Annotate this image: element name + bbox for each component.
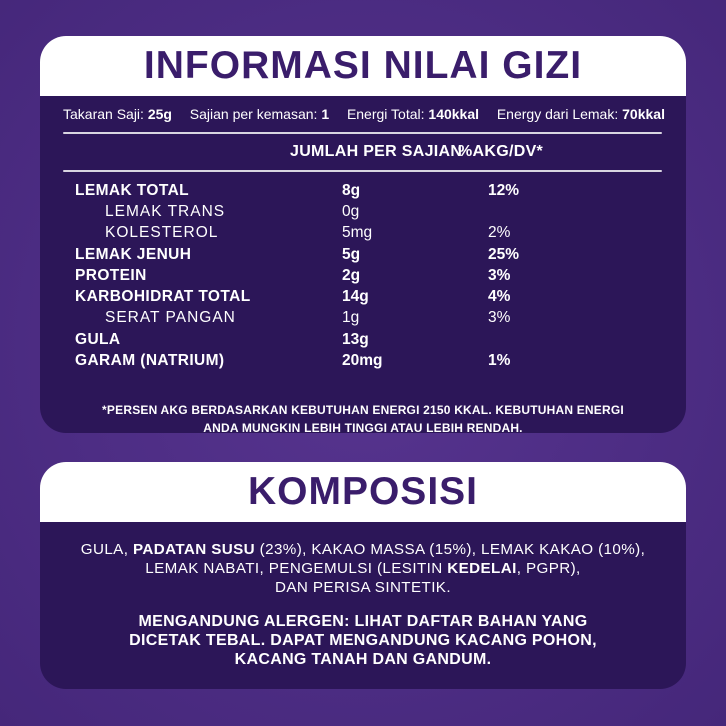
serving-info-row bbox=[63, 105, 665, 123]
ingredient-segment: PADATAN SUSU bbox=[132, 541, 256, 558]
serving-info-label: Sajian per kemasan: bbox=[189, 106, 322, 122]
nutrient-amount: 20mg bbox=[342, 352, 383, 370]
nutrient-name: PROTEIN bbox=[75, 266, 147, 284]
serving-info-label: Energy dari Lemak: bbox=[496, 106, 623, 122]
ingredient-segment: KEDELAI bbox=[447, 560, 517, 577]
nutrition-panel-header bbox=[40, 36, 686, 96]
akg-footnote bbox=[60, 401, 666, 433]
serving-info-item bbox=[190, 106, 329, 122]
nutrient-daily-value: 3% bbox=[488, 266, 511, 284]
nutrient-amount: 2g bbox=[342, 266, 361, 284]
nutrient-name: LEMAK TRANS bbox=[105, 202, 226, 220]
nutrient-row bbox=[40, 265, 686, 286]
nutrient-daily-value: 12% bbox=[488, 181, 520, 199]
serving-info-label: Energi Total: bbox=[346, 106, 429, 122]
serving-info-item bbox=[497, 106, 665, 122]
nutrient-name: KARBOHIDRAT TOTAL bbox=[75, 288, 251, 306]
nutrient-name: GULA bbox=[75, 330, 121, 348]
nutrient-name: SERAT PANGAN bbox=[105, 309, 236, 327]
nutrition-facts-panel bbox=[40, 36, 686, 433]
serving-info-value: 140kkal bbox=[428, 106, 480, 122]
nutrient-amount: 1g bbox=[342, 309, 360, 327]
ingredients-text bbox=[58, 540, 668, 597]
nutrient-daily-value: 2% bbox=[488, 224, 511, 242]
serving-info-value: 70kkal bbox=[622, 106, 665, 122]
nutrient-name: GARAM (NATRIUM) bbox=[75, 352, 225, 370]
nutrient-row bbox=[40, 180, 686, 201]
composition-panel bbox=[40, 462, 686, 689]
nutrient-row bbox=[40, 350, 686, 371]
allergen-line: DICETAK TEBAL. DAPAT MENGANDUNG KACANG POHON, bbox=[129, 632, 597, 649]
ingredient-segment: (23%), KAKAO MASSA (15%), LEMAK KAKAO (10%), bbox=[255, 541, 646, 558]
nutrient-amount: 14g bbox=[342, 288, 369, 306]
allergen-line: MENGANDUNG ALERGEN: LIHAT DAFTAR BAHAN YANG bbox=[138, 613, 588, 630]
ingredients-line bbox=[58, 559, 668, 578]
ingredient-segment: GULA, bbox=[80, 541, 133, 558]
nutrient-amount: 0g bbox=[342, 202, 360, 220]
serving-info-value: 1 bbox=[321, 106, 330, 122]
column-header-daily-value: %AKG/DV* bbox=[458, 143, 544, 160]
nutrient-name: LEMAK TOTAL bbox=[75, 181, 190, 199]
nutrient-daily-value: 1% bbox=[488, 352, 511, 370]
composition-panel-header bbox=[40, 462, 686, 522]
nutrient-amount: 8g bbox=[342, 181, 361, 199]
allergen-line: KACANG TANAH DAN GANDUM. bbox=[234, 651, 492, 668]
nutrient-row bbox=[40, 329, 686, 350]
serving-info-value: 25g bbox=[147, 106, 172, 122]
nutrient-row bbox=[40, 308, 686, 329]
nutrient-name: KOLESTEROL bbox=[105, 224, 219, 242]
nutrient-daily-value: 25% bbox=[488, 245, 520, 263]
table-column-headers bbox=[40, 143, 686, 161]
serving-info-item bbox=[347, 106, 479, 122]
nutrition-title: INFORMASI NILAI GIZI bbox=[143, 44, 583, 87]
ingredients-line bbox=[58, 540, 668, 559]
divider-line bbox=[63, 132, 662, 134]
nutrient-amount: 13g bbox=[342, 330, 369, 348]
ingredient-segment: LEMAK NABATI, PENGEMULSI (LESITIN bbox=[145, 560, 448, 577]
nutrient-amount: 5mg bbox=[342, 224, 373, 242]
nutrient-row bbox=[40, 223, 686, 244]
nutrient-name: LEMAK JENUH bbox=[75, 245, 192, 263]
footnote-line: *PERSEN AKG BERDASARKAN KEBUTUHAN ENERGI 2150 KKAL. KEBUTUHAN ENERGI bbox=[102, 403, 624, 417]
ingredient-segment: DAN PERISA SINTETIK. bbox=[275, 579, 451, 596]
nutrient-row bbox=[40, 201, 686, 222]
footnote-line: ANDA MUNGKIN LEBIH TINGGI ATAU LEBIH RENDAH. bbox=[203, 421, 523, 433]
composition-title: KOMPOSISI bbox=[247, 470, 479, 513]
ingredient-segment: , PGPR), bbox=[516, 560, 581, 577]
allergen-text bbox=[58, 612, 668, 669]
nutrient-amount: 5g bbox=[342, 245, 361, 263]
ingredients-line bbox=[58, 578, 668, 597]
nutrient-table bbox=[40, 172, 686, 372]
column-header-amount: JUMLAH PER SAJIAN bbox=[290, 143, 463, 160]
nutrient-daily-value: 4% bbox=[488, 288, 511, 306]
serving-info-item bbox=[63, 106, 172, 122]
nutrient-row bbox=[40, 244, 686, 265]
nutrient-row bbox=[40, 286, 686, 307]
serving-info-label: Takaran Saji: bbox=[63, 106, 148, 122]
nutrient-daily-value: 3% bbox=[488, 309, 511, 327]
